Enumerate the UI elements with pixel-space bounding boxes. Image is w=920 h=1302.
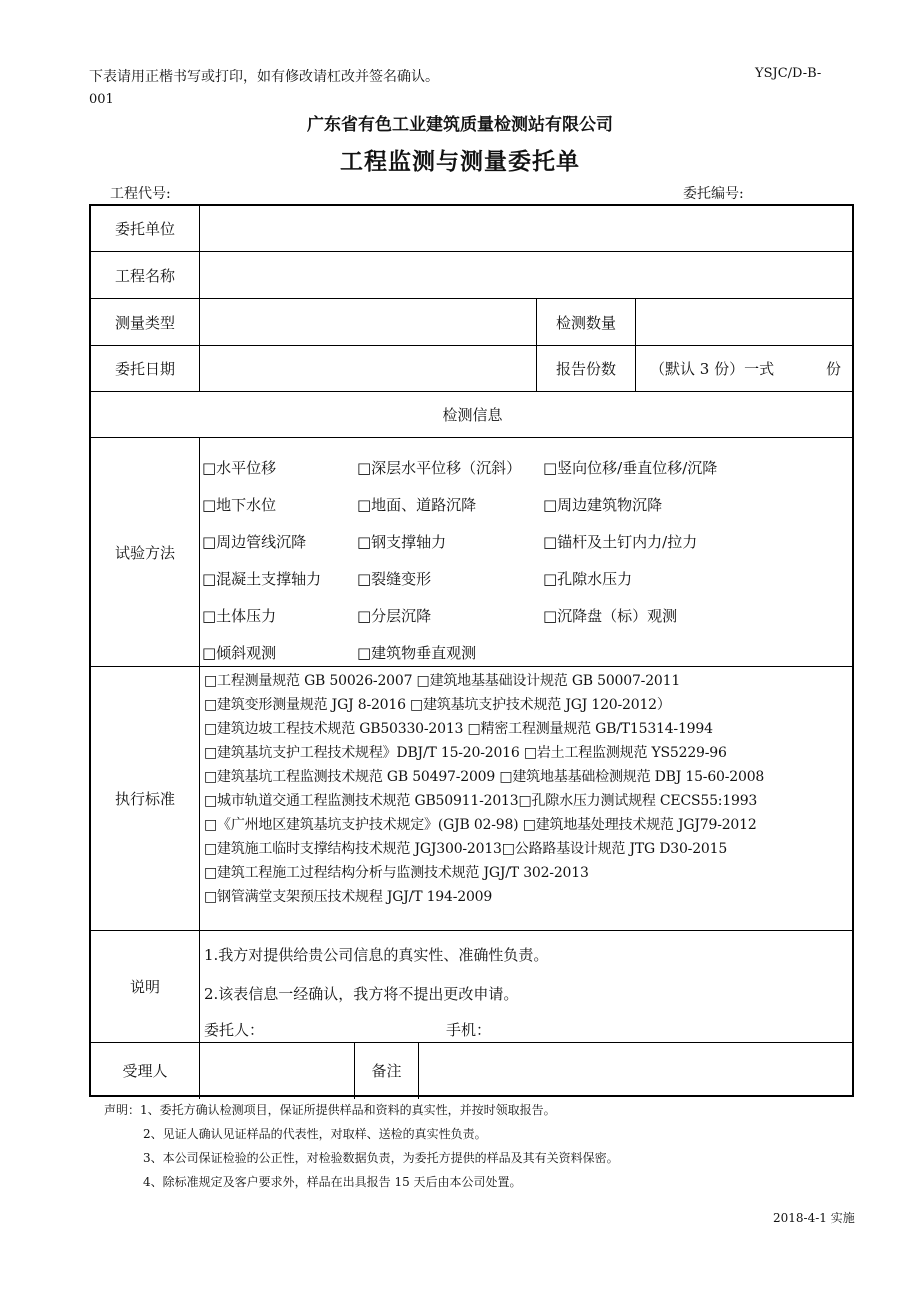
- statement-line: 2、见证人确认见证样品的代表性，对取样、送检的真实性负责。: [143, 1127, 487, 1141]
- statement-line: 3、本公司保证检验的公正性，对检验数据负责，为委托方提供的样品及其有关资料保密。: [143, 1151, 619, 1165]
- entrust-date-label: 委托日期: [114, 360, 175, 378]
- method-option[interactable]: □锚杆及土钉内力/拉力: [543, 533, 698, 551]
- description-line: 2.该表信息一经确认，我方将不提出更改申请。: [204, 985, 519, 1003]
- method-option[interactable]: □分层沉降: [357, 607, 432, 625]
- effective-date: 2018-4-1 实施: [773, 1211, 855, 1225]
- project-name-field[interactable]: [200, 252, 854, 298]
- remark-field[interactable]: [419, 1043, 854, 1097]
- standard-line[interactable]: □建筑边坡工程技术规范 GB50330-2013 □精密工程测量规范 GB/T15314-1994: [204, 721, 713, 737]
- receiver-field[interactable]: [200, 1043, 354, 1097]
- standard-line[interactable]: □建筑变形测量规范 JGJ 8-2016 □建筑基坑支护技术规范 JGJ 120-2012）: [204, 697, 671, 713]
- statement-line: 声明：1、委托方确认检测项目，保证所提供样品和资料的真实性，并按时领取报告。: [104, 1103, 556, 1117]
- statement-line: 4、除标准规定及客户要求外，样品在出具报告 15 天后由本公司处置。: [143, 1175, 522, 1189]
- report-copies-field[interactable]: [636, 346, 854, 391]
- standard-line[interactable]: □建筑工程施工过程结构分析与监测技术规范 JGJ/T 302-2013: [204, 865, 589, 881]
- standard-line[interactable]: □《广州地区建筑基坑支护技术规定》(GJB 02-98) □建筑地基处理技术规范 JGJ79-2012: [204, 817, 757, 833]
- client-signature-label: 委托人：: [204, 1021, 265, 1039]
- standard-line[interactable]: □钢管满堂支架预压技术规程 JGJ/T 194-2009: [204, 889, 493, 905]
- report-copies-label: 报告份数: [555, 360, 616, 378]
- method-option[interactable]: □水平位移: [202, 459, 277, 477]
- method-option[interactable]: □倾斜观测: [202, 644, 277, 662]
- entrust-date-field[interactable]: [200, 346, 536, 391]
- method-option[interactable]: □竖向位移/垂直位移/沉降: [543, 459, 718, 477]
- remark-label: 备注: [371, 1061, 402, 1080]
- test-quantity-label: 检测数量: [555, 313, 616, 332]
- method-option[interactable]: □建筑物垂直观测: [357, 644, 477, 662]
- method-option[interactable]: □裂缝变形: [357, 570, 432, 588]
- method-option[interactable]: □土体压力: [202, 607, 277, 625]
- standard-line[interactable]: □建筑基坑工程监测技术规范 GB 50497-2009 □建筑地基基础检测规范 DBJ 15-60-2008: [204, 769, 765, 785]
- measure-type-field[interactable]: [200, 299, 536, 345]
- instruction-note: 下表请用正楷书写或打印，如有修改请杠改并签名确认。: [89, 69, 439, 85]
- form-code-continued: 001: [89, 92, 114, 107]
- method-option[interactable]: □孔隙水压力: [543, 570, 633, 588]
- measure-type-label: 测量类型: [114, 313, 175, 332]
- entrust-number-label: 委托编号:: [683, 186, 744, 202]
- method-option[interactable]: □钢支撑轴力: [357, 533, 447, 551]
- standard-line[interactable]: □城市轨道交通工程监测技术规范 GB50911-2013□孔隙水压力测试规程 CECS55:1993: [204, 793, 758, 809]
- description-line: 1.我方对提供给贵公司信息的真实性、准确性负责。: [204, 946, 549, 964]
- entrust-form-table: [89, 204, 854, 1097]
- form-code: YSJC/D-B-: [755, 66, 822, 81]
- report-copies-default: （默认 3 份）一式: [650, 360, 775, 378]
- method-option[interactable]: □混凝土支撑轴力: [202, 570, 322, 588]
- project-code-label: 工程代号:: [110, 186, 171, 202]
- method-label: 试验方法: [114, 543, 175, 562]
- method-option[interactable]: □地面、道路沉降: [357, 496, 477, 514]
- form-title: 工程监测与测量委托单: [340, 148, 580, 175]
- client-label: 委托单位: [114, 220, 175, 238]
- section-title: 检测信息: [442, 406, 503, 424]
- project-name-label: 工程名称: [114, 266, 175, 285]
- client-field[interactable]: [200, 206, 854, 251]
- method-option[interactable]: □周边管线沉降: [202, 533, 307, 551]
- standard-line[interactable]: □建筑基坑支护工程技术规程》DBJ/T 15-20-2016 □岩土工程监测规范 YS5229-96: [204, 745, 727, 761]
- receiver-label: 受理人: [122, 1061, 168, 1080]
- description-label: 说明: [129, 978, 160, 996]
- company-name: 广东省有色工业建筑质量检测站有限公司: [307, 115, 613, 135]
- phone-label: 手机：: [446, 1021, 492, 1039]
- method-option[interactable]: □地下水位: [202, 496, 277, 514]
- standard-line[interactable]: □工程测量规范 GB 50026-2007 □建筑地基基础设计规范 GB 50007-2011: [204, 673, 681, 689]
- method-option[interactable]: □周边建筑物沉降: [543, 496, 663, 514]
- standard-line[interactable]: □建筑施工临时支撑结构技术规范 JGJ300-2013□公路路基设计规范 JTG D30-2015: [204, 841, 728, 857]
- report-copies-unit: 份: [826, 360, 842, 378]
- method-option[interactable]: □深层水平位移（沉斜）: [357, 459, 522, 477]
- test-quantity-field[interactable]: [636, 299, 854, 345]
- method-option[interactable]: □沉降盘（标）观测: [543, 607, 678, 625]
- standard-label: 执行标准: [114, 790, 175, 808]
